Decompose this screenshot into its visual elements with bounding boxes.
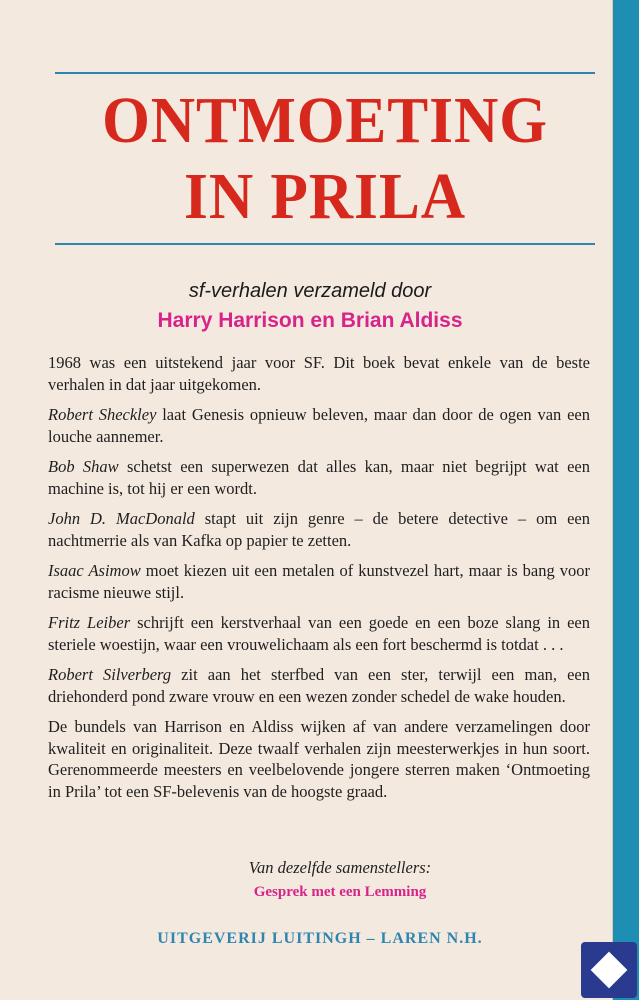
paragraph-text: schrijft een kerstverhaal van een goede en een boze slang in een steriele woestijn, waar een vrouwelichaam als een fort beschermd is totdat . . . [48,613,590,654]
paragraph-text: 1968 was een uitstekend jaar voor SF. Dit boek bevat enkele van de beste verhalen in dat jaar uitgekomen. [48,353,590,394]
title-line-2: IN PRILA [184,160,466,233]
watermark-logo-icon [581,942,637,998]
author-name: Fritz Leiber [48,613,131,632]
blurb-paragraph [48,560,590,603]
blurb-paragraph [48,716,590,802]
blurb-paragraph [48,456,590,499]
bottom-rule [55,243,595,245]
publisher: UITGEVERIJ LUITINGH – LAREN N.H. [157,930,483,947]
blurb-paragraph [48,404,590,447]
author-name: Bob Shaw [48,457,119,476]
same-compilers-label: Van dezelfde samenstellers: [248,858,432,877]
editors: Harry Harrison en Brian Aldiss [157,309,463,332]
paragraph-text: laat Genesis opnieuw beleven, maar dan door de ogen van een louche aannemer. [48,405,590,446]
title-line-1: ONTMOETING [102,84,548,157]
blurb-paragraph [48,508,590,551]
author-name: Isaac Asimow [48,561,141,580]
top-rule [55,72,595,74]
blurb-paragraph [48,352,590,395]
paragraph-text: schetst een superwezen dat alles kan, maar niet begrijpt wat een machine is, tot hij er een wordt. [48,457,590,498]
paragraph-text: moet kiezen uit een metalen of kunstvezel hart, maar is bang voor racisme nieuwe stijl. [48,561,591,602]
blurb-paragraph [48,664,590,707]
other-book-title: Gesprek met een Lemming [253,884,427,900]
paragraph-text: De bundels van Harrison en Aldiss wijken af van andere verzamelingen door kwaliteit en originaliteit. Deze twaalf verhalen zijn meesterwerkjes in hun soort. Gerenommeerde meesters en veelbelovende jongere sterren maken ‘Ontmoeting in Prila’ tot een SF-belevenis van de hoogste graad. [48,717,590,801]
blurb-paragraph [48,612,590,655]
author-name: Robert Silverberg [48,665,172,684]
blurb-text [48,352,590,811]
diamond-icon [591,952,628,989]
paragraph-text: stapt uit zijn genre – de betere detective – om een nachtmerrie als van Kafka op papier te zetten. [48,509,590,550]
paragraph-text: zit aan het sterfbed van een ster, terwijl een man, een driehonderd pond zware vrouw en een wezen zonder schedel de wake houden. [48,665,590,706]
author-name: Robert Sheckley [48,405,157,424]
author-name: John D. MacDonald [48,509,195,528]
subtitle: sf-verhalen verzameld door [188,280,432,302]
